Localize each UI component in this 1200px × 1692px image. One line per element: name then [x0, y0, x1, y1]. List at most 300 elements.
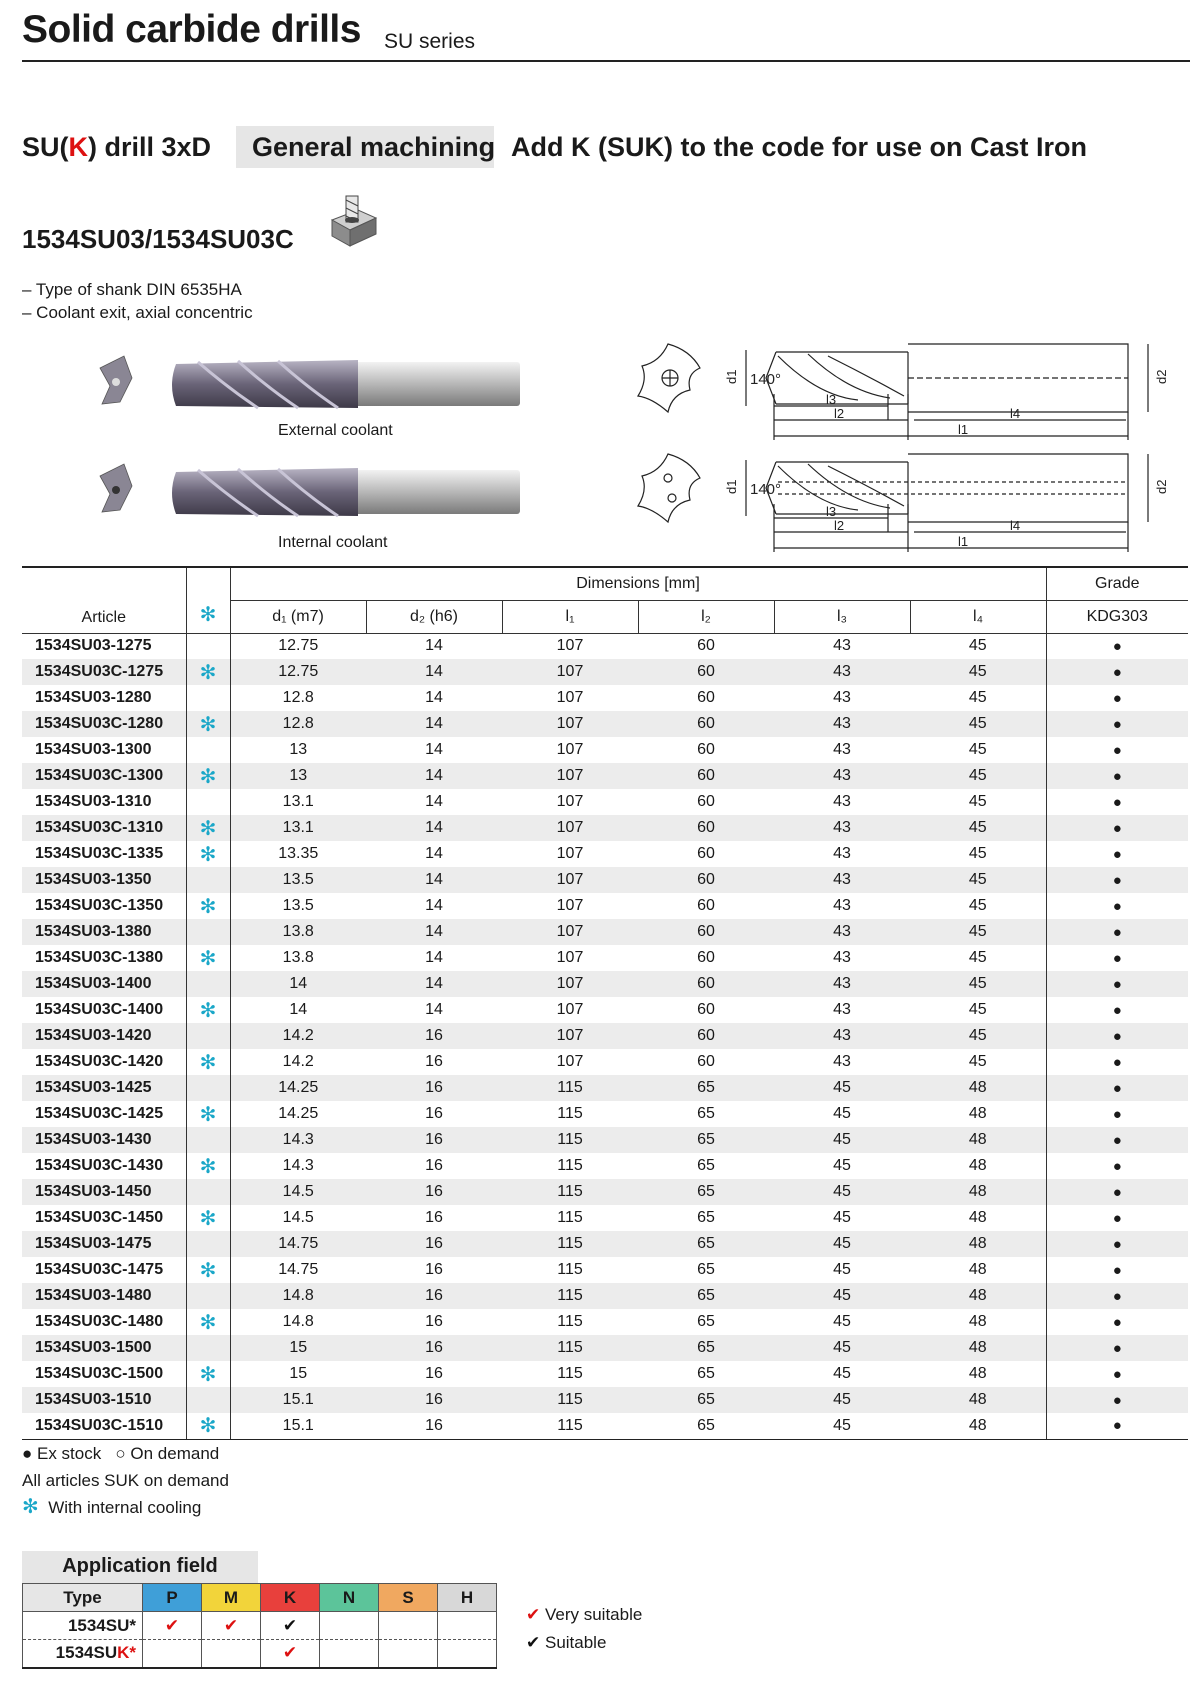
l2-cell: 65: [697, 1209, 715, 1226]
d2-cell: 16: [425, 1313, 443, 1330]
l2-cell: 65: [638, 1075, 774, 1101]
ex-stock-dot: ●: [1046, 1257, 1188, 1283]
l1-cell: 107: [556, 793, 584, 810]
d1-cell: 14.5: [230, 1205, 366, 1231]
dimensions-group-header: Dimensions [mm]: [230, 567, 1046, 600]
l4-cell: 48: [968, 1209, 987, 1226]
page-header: [22, 8, 1190, 62]
l2-cell: 60: [697, 689, 715, 706]
article-cell: 1534SU03-1275: [35, 637, 152, 655]
l3-cell: 43: [833, 949, 851, 966]
l2-cell: 65: [638, 1413, 774, 1439]
svg-text:l1: l1: [958, 534, 969, 549]
snowflake-icon: [186, 1231, 230, 1257]
l4-cell: 48: [910, 1231, 1046, 1257]
ex-stock-dot: ●: [1046, 1361, 1188, 1387]
snowflake-icon: [186, 1075, 230, 1101]
table-row: [22, 997, 1188, 1023]
d1-cell: 14: [230, 997, 366, 1023]
l4-cell: 45: [910, 815, 1046, 841]
material-n: N: [320, 1584, 379, 1612]
l1-cell: 115: [502, 1413, 638, 1439]
application-row-su: [23, 1612, 497, 1640]
svg-text:d2: d2: [1154, 369, 1169, 384]
snowflake-icon: ✻: [186, 1153, 230, 1179]
l3-cell: 43: [833, 1053, 851, 1070]
d2-cell: 16: [425, 1105, 443, 1122]
d2-cell: 14: [425, 793, 443, 810]
table-row: [22, 1127, 1188, 1153]
snowflake-icon: [186, 685, 230, 711]
d1-cell: 14.75: [230, 1231, 366, 1257]
suitability-legend: ✔ Very suitable ✔ Suitable: [526, 1605, 643, 1652]
ex-stock-dot: ●: [1046, 971, 1188, 997]
l3-cell: 43: [833, 741, 851, 758]
d1-cell: 14.25: [230, 1101, 366, 1127]
tip-angle-label-2: 140°: [750, 481, 782, 498]
l2-cell: 60: [697, 897, 715, 914]
d2-cell: 16: [366, 1179, 502, 1205]
table-row: [22, 919, 1188, 945]
very-suitable-check-icon: ✔: [202, 1612, 261, 1640]
article-cell: 1534SU03-1310: [35, 793, 152, 810]
table-row: [22, 1075, 1188, 1101]
l4-cell: 45: [968, 741, 987, 758]
d2-cell: 16: [425, 1209, 443, 1226]
l3-cell: 45: [833, 1313, 851, 1330]
l1-cell: 107: [556, 897, 584, 914]
d2-cell: 14: [425, 1001, 443, 1018]
d2-cell: 14: [425, 637, 443, 655]
ex-stock-dot: ●: [1046, 841, 1188, 867]
snowflake-icon: ✻: [22, 1496, 39, 1518]
l3-cell: 43: [833, 637, 851, 655]
l3-cell: 43: [833, 689, 851, 706]
article-cell: 1534SU03-1300: [35, 741, 152, 758]
l2-cell: 65: [697, 1261, 715, 1278]
col-d2: d₂ (h6): [366, 600, 502, 633]
d1-cell: 12.75: [230, 633, 366, 659]
internal-coolant-technical-drawing: [628, 446, 1188, 558]
ex-stock-dot: ●: [1046, 1101, 1188, 1127]
snowflake-icon: [186, 1335, 230, 1361]
table-row: [22, 971, 1188, 997]
snowflake-icon: [186, 919, 230, 945]
snowflake-icon: ✻: [186, 1413, 230, 1439]
d2-cell: 16: [366, 1413, 502, 1439]
ex-stock-dot: ●: [1046, 997, 1188, 1023]
l1-cell: 115: [502, 1283, 638, 1309]
table-row: [22, 737, 1188, 763]
l2-cell: 65: [638, 1387, 774, 1413]
d1-cell: 14.5: [230, 1179, 366, 1205]
cast-iron-note: Add K (SUK) to the code for use on Cast Iron: [511, 132, 1088, 162]
type-header: Type: [23, 1584, 143, 1612]
internal-coolant-caption: Internal coolant: [278, 534, 388, 551]
snowflake-icon: ✻: [186, 763, 230, 789]
article-cell: 1534SU03-1350: [22, 867, 186, 893]
l1-cell: 115: [557, 1261, 583, 1278]
l4-cell: 48: [910, 1075, 1046, 1101]
ex-stock-dot: ●: [1046, 867, 1188, 893]
article-cell: 1534SU03-1280: [35, 689, 152, 706]
snowflake-icon: [186, 633, 230, 659]
table-row: [22, 685, 1188, 711]
l3-cell: 43: [774, 867, 910, 893]
general-machining-label: General machining: [236, 126, 494, 168]
d1-cell: 14.8: [230, 1283, 366, 1309]
l4-cell: 45: [968, 1053, 987, 1070]
snowflake-icon: ✻: [186, 945, 230, 971]
col-l4: l₄: [910, 600, 1046, 633]
l4-cell: 48: [968, 1313, 987, 1330]
d1-cell: 15.1: [230, 1413, 366, 1439]
ex-stock-dot: ●: [1046, 945, 1188, 971]
dimensions-table: [22, 566, 1188, 1440]
legend-suk: All articles SUK on demand: [22, 1471, 229, 1490]
l2-cell: 60: [638, 919, 774, 945]
article-cell: 1534SU03C-1350: [35, 897, 164, 914]
svg-text:l2: l2: [834, 518, 845, 533]
l3-cell: 45: [774, 1127, 910, 1153]
table-row: [22, 815, 1188, 841]
l1-cell: 115: [502, 1179, 638, 1205]
l1-cell: 107: [556, 949, 584, 966]
d2-cell: 14: [366, 919, 502, 945]
d1-cell: 15: [230, 1361, 366, 1387]
l3-cell: 45: [774, 1413, 910, 1439]
l3-cell: 43: [833, 897, 851, 914]
l4-cell: 45: [968, 1001, 987, 1018]
snowflake-icon: [186, 1387, 230, 1413]
d1-cell: 14.75: [230, 1257, 366, 1283]
l2-cell: 60: [697, 637, 715, 655]
table-row: [22, 659, 1188, 685]
svg-text:d1: d1: [724, 369, 739, 384]
l2-cell: 65: [638, 1231, 774, 1257]
snowflake-icon: [186, 789, 230, 815]
col-l2: l₂: [638, 600, 774, 633]
l1-cell: 107: [502, 711, 638, 737]
very-suitable-check-icon: ✔: [526, 1605, 541, 1624]
l2-cell: 65: [638, 1335, 774, 1361]
col-cooling: ✻: [186, 567, 230, 633]
snowflake-icon: [186, 1023, 230, 1049]
article-cell: 1534SU03C-1480: [35, 1313, 164, 1330]
article-cell: 1534SU03C-1400: [35, 1001, 164, 1018]
snowflake-icon: ✻: [186, 841, 230, 867]
very-suitable-check-icon: ✔: [261, 1640, 320, 1668]
table-row: [22, 1023, 1188, 1049]
l2-cell: 65: [697, 1365, 715, 1382]
application-field-table: [22, 1583, 497, 1669]
legend-stock: ● Ex stock ○ On demand: [22, 1444, 220, 1463]
l2-cell: 60: [638, 763, 774, 789]
product-code: 1534SU03/1534SU03C: [22, 224, 294, 254]
ex-stock-dot: ●: [1046, 1127, 1188, 1153]
snowflake-icon: [186, 1283, 230, 1309]
table-body: [22, 633, 1188, 1439]
table-row: [22, 711, 1188, 737]
ex-stock-dot: ●: [1046, 685, 1188, 711]
l3-cell: 45: [833, 1209, 851, 1226]
l4-cell: 45: [968, 845, 987, 862]
d2-cell: 16: [366, 1231, 502, 1257]
l2-cell: 60: [638, 711, 774, 737]
l4-cell: 48: [910, 1179, 1046, 1205]
d1-cell: 14.8: [230, 1309, 366, 1335]
article-cell: 1534SU03C-1310: [22, 815, 186, 841]
l3-cell: 45: [774, 1179, 910, 1205]
snowflake-icon: ✻: [186, 1049, 230, 1075]
d2-cell: 14: [366, 659, 502, 685]
application-field-title: Application field: [22, 1551, 258, 1583]
d2-cell: 16: [425, 1261, 443, 1278]
l1-cell: 107: [556, 741, 584, 758]
article-cell: 1534SU03C-1500: [35, 1365, 164, 1382]
l3-cell: 45: [774, 1387, 910, 1413]
d1-cell: 12.8: [230, 711, 366, 737]
d1-cell: 14.3: [230, 1153, 366, 1179]
d2-cell: 16: [366, 1023, 502, 1049]
article-cell: 1534SU03C-1380: [35, 949, 164, 966]
note-shank: – Type of shank DIN 6535HA: [22, 280, 242, 299]
snowflake-icon: [186, 737, 230, 763]
table-row: [22, 1309, 1188, 1335]
table-row: [22, 893, 1188, 919]
l2-cell: 60: [697, 845, 715, 862]
l1-cell: 115: [502, 1127, 638, 1153]
l3-cell: 45: [774, 1335, 910, 1361]
l3-cell: 45: [833, 1261, 851, 1278]
d1-cell: 15.1: [230, 1387, 366, 1413]
l3-cell: 45: [774, 1075, 910, 1101]
legend-cooling: ✻ With internal cooling: [22, 1496, 202, 1518]
l4-cell: 45: [910, 919, 1046, 945]
snowflake-icon: ✻: [186, 659, 230, 685]
d2-cell: 14: [366, 867, 502, 893]
snowflake-icon: ✻: [186, 997, 230, 1023]
table-row: [22, 763, 1188, 789]
table-row: [22, 789, 1188, 815]
article-cell: 1534SU03-1400: [22, 971, 186, 997]
d1-cell: 12.8: [230, 685, 366, 711]
article-cell: 1534SU03C-1430: [35, 1157, 164, 1174]
suitable-check-icon: ✔: [526, 1633, 541, 1652]
l3-cell: 43: [833, 1001, 851, 1018]
snowflake-icon: [186, 971, 230, 997]
d2-cell: 14: [366, 711, 502, 737]
l3-cell: 45: [833, 1157, 851, 1174]
l4-cell: 48: [910, 1127, 1046, 1153]
table-row: [22, 1361, 1188, 1387]
l2-cell: 60: [697, 949, 715, 966]
product-notes: [22, 278, 253, 324]
l1-cell: 107: [556, 689, 584, 706]
d2-cell: 16: [366, 1075, 502, 1101]
l3-cell: 43: [774, 971, 910, 997]
d2-cell: 14: [425, 845, 443, 862]
type-su: 1534SU*: [23, 1612, 143, 1640]
l1-cell: 107: [502, 867, 638, 893]
d1-cell: 13: [230, 737, 366, 763]
material-p: P: [143, 1584, 202, 1612]
l2-cell: 60: [697, 1053, 715, 1070]
article-cell: 1534SU03-1510: [22, 1387, 186, 1413]
d2-cell: 14: [425, 949, 443, 966]
article-cell: 1534SU03C-1300: [22, 763, 186, 789]
table-row: [22, 867, 1188, 893]
table-row: [22, 1387, 1188, 1413]
article-cell: 1534SU03C-1420: [35, 1053, 164, 1070]
l4-cell: 45: [910, 971, 1046, 997]
d1-cell: 15: [230, 1335, 366, 1361]
col-l1: l₁: [502, 600, 638, 633]
table-row: [22, 1413, 1188, 1439]
article-cell: 1534SU03C-1275: [22, 659, 186, 685]
tip-angle-label: 140°: [750, 371, 782, 388]
material-m: M: [202, 1584, 261, 1612]
table-row: [22, 1335, 1188, 1361]
l4-cell: 45: [968, 793, 987, 810]
l1-cell: 115: [557, 1365, 583, 1382]
ex-stock-dot: ●: [1046, 893, 1188, 919]
table-legend: [22, 1440, 229, 1521]
table-row: [22, 945, 1188, 971]
l1-cell: 107: [502, 659, 638, 685]
l1-cell: 107: [502, 815, 638, 841]
article-cell: 1534SU03C-1335: [35, 845, 164, 862]
l1-cell: 115: [502, 1231, 638, 1257]
series-label: SU series: [384, 30, 476, 53]
l2-cell: 60: [638, 1023, 774, 1049]
snowflake-icon: ✻: [186, 711, 230, 737]
d2-cell: 14: [366, 763, 502, 789]
d2-cell: 16: [366, 1283, 502, 1309]
article-cell: 1534SU03-1480: [22, 1283, 186, 1309]
external-coolant-technical-drawing: [628, 336, 1188, 446]
article-cell: 1534SU03-1500: [22, 1335, 186, 1361]
l3-cell: 43: [774, 919, 910, 945]
ex-stock-dot: ●: [1046, 1387, 1188, 1413]
snowflake-icon: [186, 1179, 230, 1205]
l1-cell: 107: [502, 763, 638, 789]
l4-cell: 45: [910, 659, 1046, 685]
article-cell: 1534SU03-1425: [22, 1075, 186, 1101]
svg-text:l3: l3: [826, 392, 837, 407]
d2-cell: 16: [366, 1335, 502, 1361]
d2-cell: 16: [425, 1053, 443, 1070]
external-coolant-drill-image: [88, 348, 528, 422]
svg-text:l4: l4: [1010, 518, 1021, 533]
l2-cell: 65: [638, 1179, 774, 1205]
ex-stock-dot: ●: [1046, 1335, 1188, 1361]
d1-cell: 13: [230, 763, 366, 789]
l4-cell: 45: [968, 637, 987, 655]
l1-cell: 115: [502, 1335, 638, 1361]
snowflake-icon: ✻: [186, 1257, 230, 1283]
article-cell: 1534SU03C-1450: [35, 1209, 164, 1226]
svg-text:d2: d2: [1154, 479, 1169, 494]
l2-cell: 65: [638, 1127, 774, 1153]
ex-stock-dot: ●: [1046, 1231, 1188, 1257]
l4-cell: 48: [910, 1335, 1046, 1361]
l2-cell: 65: [697, 1105, 715, 1122]
svg-text:d1: d1: [724, 479, 739, 494]
d2-cell: 14: [425, 897, 443, 914]
d1-cell: 14.3: [230, 1127, 366, 1153]
d1-cell: 13.8: [230, 919, 366, 945]
l4-cell: 48: [910, 1387, 1046, 1413]
l3-cell: 45: [774, 1231, 910, 1257]
ex-stock-dot: ●: [1046, 1283, 1188, 1309]
table-row: [22, 633, 1188, 659]
l2-cell: 65: [697, 1313, 715, 1330]
d2-cell: 16: [425, 1157, 443, 1174]
d1-cell: 13.5: [230, 893, 366, 919]
grade-group-header: Grade: [1046, 567, 1188, 600]
d2-cell: 16: [366, 1387, 502, 1413]
table-row: [22, 1231, 1188, 1257]
l1-cell: 107: [556, 1053, 584, 1070]
table-row: [22, 841, 1188, 867]
l1-cell: 115: [557, 1209, 583, 1226]
ex-stock-dot: ●: [1046, 815, 1188, 841]
l4-cell: 45: [910, 867, 1046, 893]
l2-cell: 60: [697, 741, 715, 758]
d1-cell: 13.35: [230, 841, 366, 867]
svg-text:l2: l2: [834, 406, 845, 421]
col-grade: KDG303: [1046, 600, 1188, 633]
d1-cell: 14.25: [230, 1075, 366, 1101]
snowflake-icon: [186, 867, 230, 893]
table-row: [22, 1257, 1188, 1283]
d2-cell: 16: [366, 1127, 502, 1153]
d2-cell: 14: [366, 971, 502, 997]
internal-coolant-drill-image: [88, 456, 528, 530]
suitable-check-icon: ✔: [261, 1612, 320, 1640]
material-h: H: [438, 1584, 497, 1612]
drilling-operation-icon: [328, 194, 378, 248]
ex-stock-dot: ●: [1046, 1075, 1188, 1101]
l4-cell: 48: [910, 1413, 1046, 1439]
drill-type: SU(K) drill 3xD: [22, 132, 212, 162]
l1-cell: 115: [502, 1075, 638, 1101]
article-cell: 1534SU03-1475: [22, 1231, 186, 1257]
snowflake-icon: ✻: [186, 815, 230, 841]
l4-cell: 48: [968, 1365, 987, 1382]
type-suk: 1534SUK*: [23, 1640, 143, 1668]
svg-text:l4: l4: [1010, 406, 1021, 421]
l3-cell: 43: [774, 711, 910, 737]
d1-cell: 14: [230, 971, 366, 997]
d1-cell: 13.1: [230, 815, 366, 841]
d2-cell: 16: [425, 1365, 443, 1382]
d2-cell: 14: [366, 815, 502, 841]
very-suitable-check-icon: ✔: [143, 1612, 202, 1640]
l1-cell: 115: [557, 1313, 583, 1330]
page-title: Solid carbide drills: [22, 8, 361, 51]
l4-cell: 45: [968, 897, 987, 914]
article-cell: 1534SU03C-1475: [35, 1261, 164, 1278]
l3-cell: 45: [774, 1283, 910, 1309]
l1-cell: 115: [557, 1105, 583, 1122]
l3-cell: 43: [774, 815, 910, 841]
snowflake-icon: ✻: [186, 1361, 230, 1387]
article-cell: 1534SU03-1420: [22, 1023, 186, 1049]
table-row: [22, 1179, 1188, 1205]
l2-cell: 65: [697, 1157, 715, 1174]
